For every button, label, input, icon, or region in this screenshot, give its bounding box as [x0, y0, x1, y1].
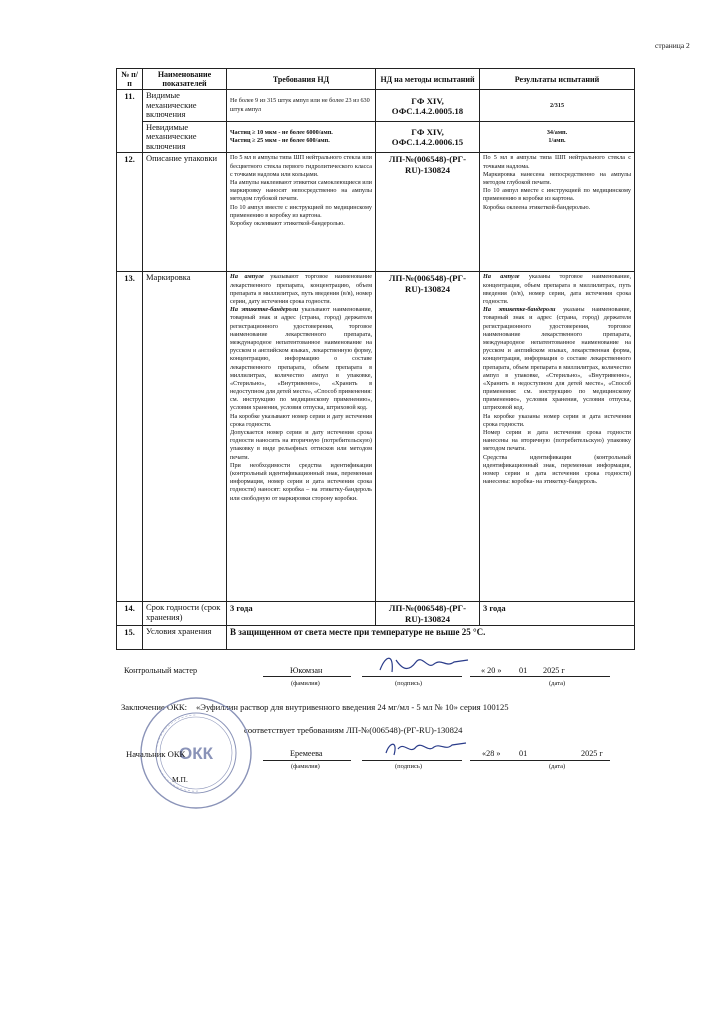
result-paragraph: По 10 ампул вместе с инструкцией по медицинскому применению в коробке из картона. [483, 187, 631, 203]
row-nd: ЛП-№(006548)-(РГ-RU)-130824 [376, 602, 480, 626]
row-number: 14. [117, 602, 143, 626]
master-date-year: 2025 г [543, 666, 565, 675]
master-date-caption: (дата) [549, 680, 566, 687]
requirement-paragraph: Допускается номер серии и дату истечения срока годности наносить на вторичную (потребительскую) упаковку в виде рельефных оттисков или методом печати. [230, 429, 372, 461]
row-result [480, 121, 635, 153]
result-line: 34/амп. [546, 129, 568, 136]
master-label: Контрольный мастер [124, 666, 198, 675]
paragraph-text: указаны наименование, товарный знак и адрес (страна, город) держателя регистрационного удостоверения, торговое наименование лекарственного препарата, международное непатентованное наименование на русском и английском языках, лекарственная форма, концентрация, информация о составе лекарственного препарата, объем препарата в миллилитрах, количество ампул в упаковке, «Стерильно», «Внутривенно», «Хранить в недоступном для детей месте», «Способ применения: см. инструкцию по медицинскому применению», условия хранения, условия отпуска, штриховой код. [483, 306, 631, 412]
row-nd: ЛП-№(006548)-(РГ-RU)-130824 [376, 272, 480, 602]
master-name: Юкомзан [290, 666, 323, 675]
requirement-paragraph [230, 273, 372, 306]
result-paragraph [483, 273, 631, 306]
row-number: 13. [117, 272, 143, 602]
row-number: 15. [117, 626, 143, 650]
result-paragraph: Коробка оклеена этикеткой-бандеролью. [483, 203, 591, 211]
requirement-paragraph: На ампулы наклеивают этикетки самоклеющиеся или маркировку наносят непосредственно на ампулы методом глубокой печати. [230, 179, 372, 203]
head-fam-caption: (фамилия) [291, 763, 320, 770]
row-name: Условия хранения [143, 626, 227, 650]
row-nd: ГФ XIV, ОФС.1.4.2.0006.15 [376, 121, 480, 153]
banderol-label: На этикетке-бандероли [230, 306, 299, 314]
row-name: Маркировка [143, 272, 227, 602]
head-date-year: 2025 г [581, 749, 603, 758]
row-result: 2/315 [480, 90, 635, 122]
head-date-day: «28 » [482, 749, 501, 758]
head-name-line [263, 760, 351, 761]
row-result [480, 272, 635, 602]
head-signature [380, 735, 470, 765]
row-result: 3 года [480, 602, 635, 626]
test-results-table [116, 68, 635, 650]
result-paragraph: Маркировка нанесена непосредственно на ампулы методом глубокой печати. [483, 170, 631, 187]
table-row [117, 626, 635, 650]
header-results: Результаты испытаний [480, 69, 635, 90]
master-sign-caption: (подпись) [395, 680, 422, 687]
row-number: 11. [117, 90, 143, 153]
head-sign-caption: (подпись) [395, 763, 422, 770]
result-paragraph: На коробке указаны номер серии и дата истечения срока годности. [483, 412, 631, 428]
requirement-line: Частиц ≥ 25 мкм - не более 600/амп. [230, 137, 330, 145]
master-signature [372, 650, 472, 682]
master-fam-caption: (фамилия) [291, 680, 320, 687]
table-row [117, 153, 635, 272]
row-requirement [227, 153, 376, 272]
master-date-day: « 20 » [481, 666, 502, 675]
ampoule-label: На ампуле [483, 273, 520, 281]
result-paragraph: Номер серии и дата истечения срока годности нанесены на вторичную (потребительскую) упаковку методом печати. [483, 429, 631, 453]
conclusion-text: «Эуфиллин раствор для внутривенного введения 24 мг/мл - 5 мл № 10» серия 100125 [196, 702, 509, 712]
row-nd: ЛП-№(006548)-(РГ-RU)-130824 [376, 153, 480, 272]
requirement-paragraph [230, 306, 372, 412]
row-name: Невидимые механические включения [143, 121, 227, 153]
header-nd-methods: НД на методы испытаний [376, 69, 480, 90]
conclusion-line2: соответствует требованиям ЛП-№(006548)-(РГ-RU)-130824 [244, 725, 463, 735]
row-name: Видимые механические включения [143, 90, 227, 122]
table-row [117, 272, 635, 602]
master-date-line [470, 676, 610, 677]
table-row [117, 90, 635, 122]
page-label: страница 2 [655, 41, 690, 50]
result-paragraph [483, 306, 631, 412]
requirement-paragraph: По 5 мл в ампулы типа ШП нейтрального стекла или бесцветного стекла первого гидролитического класса с точками надлома или кольцами. [230, 154, 372, 178]
requirement-paragraph: На коробке указывают номер серии и дату истечения срока годности. [230, 412, 372, 428]
requirement-paragraph: По 10 ампул вместе с инструкцией по медицинскому применению в коробку из картона. [230, 203, 372, 219]
table-row [117, 602, 635, 626]
row-requirement: В защищенном от света месте при температуре не выше 25 °С. [227, 626, 635, 650]
result-line: 1/амп. [548, 137, 566, 145]
ampoule-label: На ампуле [230, 273, 264, 281]
conclusion-label: Заключение ОКК: [121, 702, 188, 712]
row-result [480, 153, 635, 272]
row-requirement [227, 121, 376, 153]
row-requirement [227, 272, 376, 602]
header-num: № п/п [117, 69, 143, 90]
head-date-caption: (дата) [549, 763, 566, 770]
banderol-label: На этикетке-бандероли [483, 306, 556, 314]
head-name: Еремеева [290, 749, 323, 758]
row-requirement: Не более 9 из 315 штук ампул или не более 23 из 630 штук ампул [227, 90, 376, 122]
row-requirement: 3 года [227, 602, 376, 626]
paragraph-text: указывают наименование, товарный знак и адрес (страна, город) держателя регистрационного удостоверения, торговое наименование лекарственного препарата, международное непатентованное наименование на русском и английском языках, лекарственную форму, концентрацию, информацию о составе лекарственного препарата, объем препарата в миллилитрах, количество ампул в упаковке, «Стерильно», «Внутривенно», «Хранить в недоступном для детей месте», «Способ применения: см. инструкцию по медицинскому применению», условия хранения, условия отпуска, штриховой код. [230, 306, 372, 412]
table-row [117, 121, 635, 153]
row-nd: ГФ XIV, ОФС.1.4.2.0005.18 [376, 90, 480, 122]
paragraph-text: указывают торговое наименование лекарственного препарата, концентрацию, объем препарата в миллилитрах, путь введения (в/в), номер серии, дату истечения срока годности. [230, 273, 372, 306]
paragraph-text: указаны торговое наименование, концентрация, объем препарата в миллилитрах, путь введения (в/в), номер серии, дата истечения срока годности. [483, 273, 631, 306]
master-name-line [263, 676, 351, 677]
requirement-paragraph: При необходимости средства идентификации (контрольный идентификационный знак, переменная информация, номер серии и дата истечения срока годности) наносят: коробка – на этикетку-бандероль или свободную от маркировки сторону коробки. [230, 461, 372, 502]
requirement-line: Частиц ≥ 10 мкм - не более 6000/амп. [230, 129, 333, 136]
stamp-mp: М.П. [172, 775, 188, 784]
result-paragraph: Средства идентификации (контрольный идентификационный знак, переменная информация, номер серии и дата истечения срока годности) нанесены: коробка- на этикетку-бандероль. [483, 453, 631, 486]
head-label: Начальник ОКК [126, 749, 186, 759]
master-date-month: 01 [519, 666, 528, 675]
requirement-paragraph: Коробку оклеивают этикеткой-бандеролью. [230, 219, 345, 227]
row-number: 12. [117, 153, 143, 272]
stamp-text: ОКК [179, 744, 213, 763]
head-date-line [470, 760, 610, 761]
table-header-row [117, 69, 635, 90]
header-name: Наименование показателей [143, 69, 227, 90]
result-paragraph: По 5 мл в ампулы типа ШП нейтрального стекла с точками надлома. [483, 154, 631, 170]
row-name: Срок годности (срок хранения) [143, 602, 227, 626]
row-name: Описание упаковки [143, 153, 227, 272]
header-requirements: Требования НД [227, 69, 376, 90]
head-date-month: 01 [519, 749, 528, 758]
